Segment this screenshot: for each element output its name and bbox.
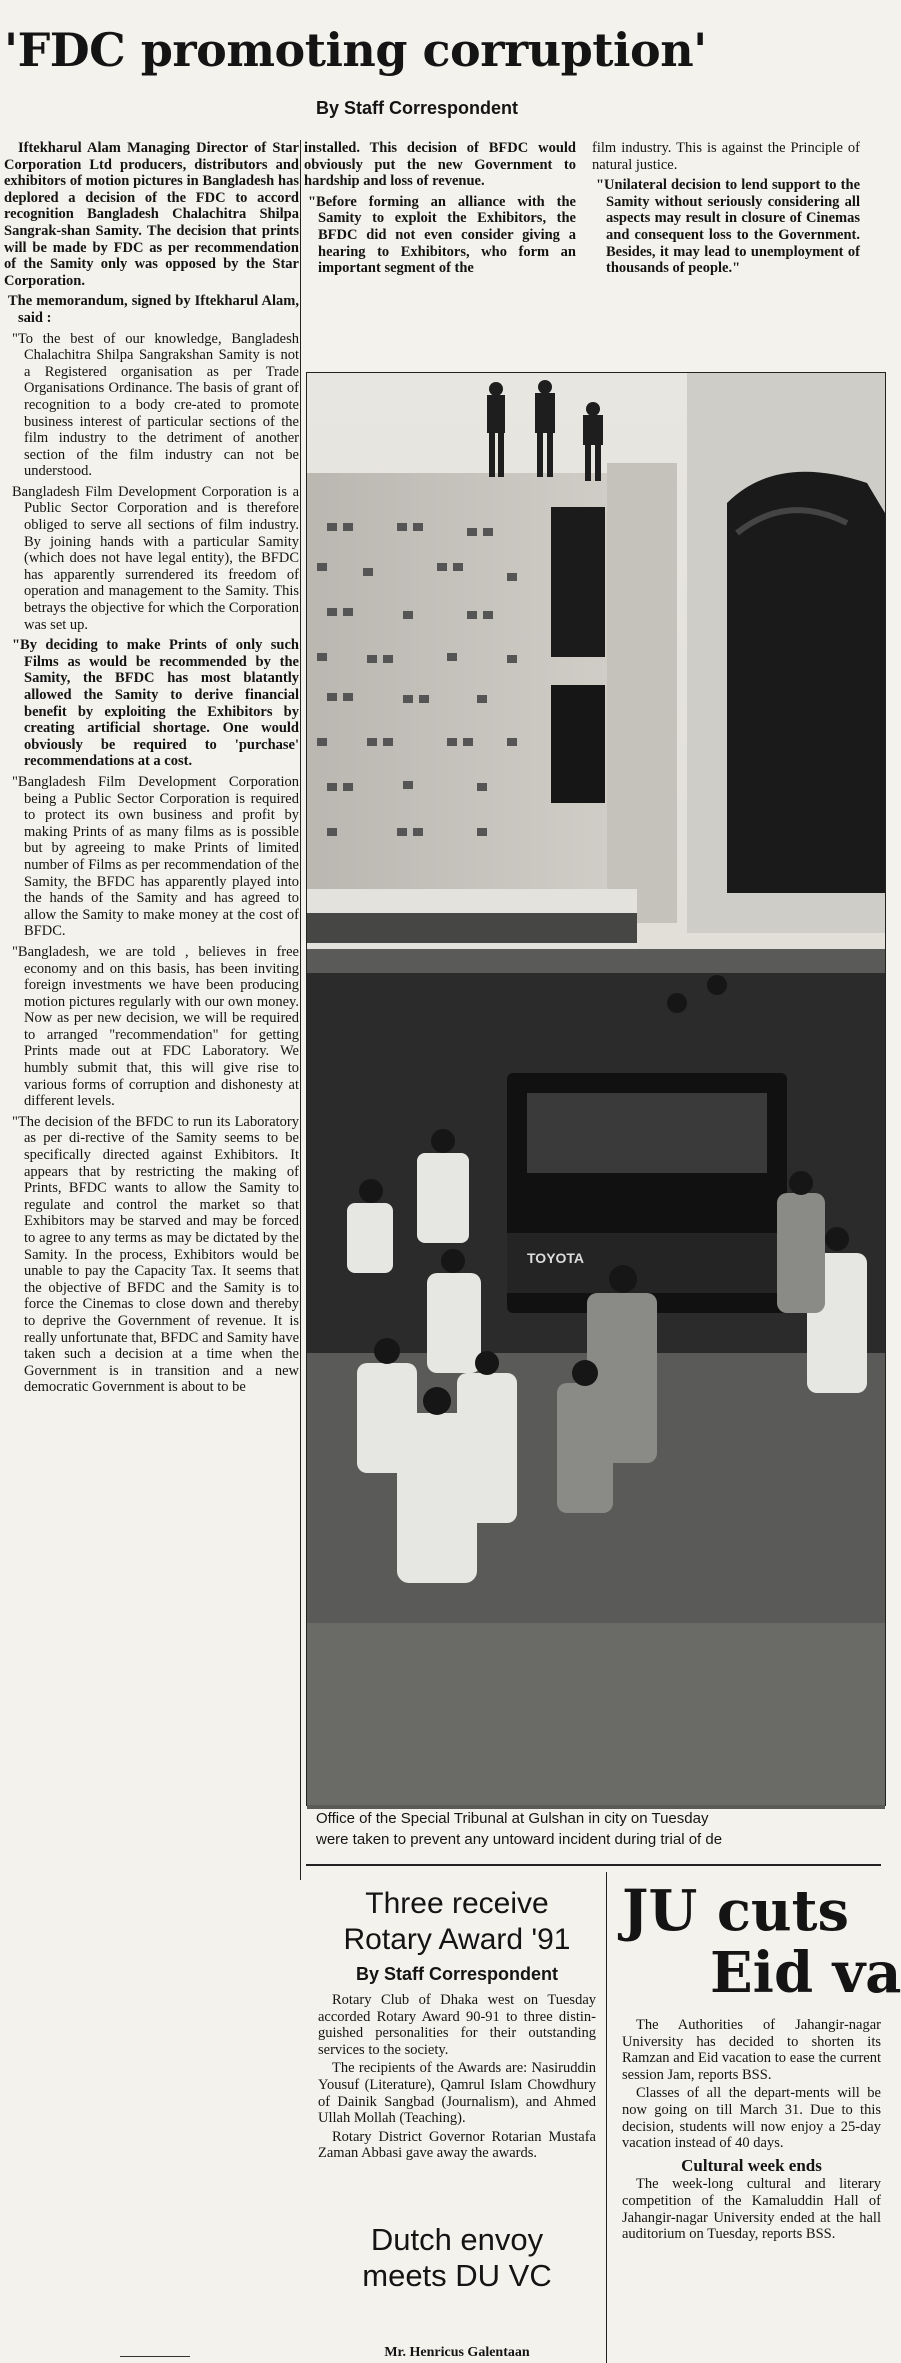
- rotary-paragraph-1: Rotary Club of Dhaka west on Tuesday accorded Rotary Award 90-91 to three distin-guished personalities for their outstanding services to the society.: [318, 1992, 596, 2058]
- quote-paragraph-4: "Bangladesh Film Development Corporation being a Public Sector Corporation is required to protect its own business and profit by making Prints of as many films as is possible but by agreeing to make Prints of limited number of Films as per recommendation of the Samity, the BFDC has apparently played into the hands of the Samity and has agreed to allow the Samity to make money at the cost of BFDC.: [12, 773, 299, 940]
- ju-headline-line-1: JU cuts: [622, 1878, 850, 1944]
- quote-paragraph-5: "Bangladesh, we are told , believes in free economy and on this basis, has been inviting foreign investments we have been producing motion pictures regularly with our own money. Now as per new decision, we will be required to arranged "recommendation" for getting Prints made out at FDC Laboratory. We humbly submit that, this will give rise to various forms of corruption and dishonesty at different levels.: [12, 943, 299, 1110]
- column-divider-2: [606, 1872, 607, 2363]
- col3-paragraph-1: film industry. This is against the Principle of natural justice.: [592, 140, 860, 173]
- tribunal-building-photo: [307, 373, 885, 1805]
- section-divider: [306, 1864, 881, 1866]
- dutch-envoy-lead: Mr. Henricus Galentaan: [384, 2345, 530, 2360]
- rotary-byline: By Staff Correspondent: [355, 1964, 559, 1984]
- ju-paragraph-1: The Authorities of Jahangir-nagar University has decided to shorten its Ramzan and Eid vacation to ease the current session Jam, reports BSS.: [622, 2017, 881, 2083]
- rotary-paragraph-3: Rotary District Governor Rotarian Mustafa Zaman Abbasi gave away the awards.: [318, 2128, 596, 2162]
- ju-paragraph-3: The week-long cultural and literary competition of the Kamaluddin Hall of Jahangir-nagar University ended at the hall auditorium on Tuesday, reports BSS.: [622, 2176, 881, 2243]
- rotary-headline-line-2: Rotary Award '91: [343, 1923, 571, 1956]
- ju-headline-line-2: Eid va: [710, 1940, 901, 2006]
- intro-paragraph: Iftekharul Alam Managing Director of Star Corporation Ltd producers, distributors and exhibitors of motion pictures in Bangladesh has deplored a decision of the FDC to accord recognition Bangladesh Chalachitra Shilpa Sangrak-shan Samity. The decision that prints will be made by FDC as per recommendation of the Samity only was opposed by the Star Corporation.: [4, 140, 299, 289]
- ju-headline: [622, 1878, 901, 2006]
- caption-line-1: Office of the Special Tribunal at Gulshan in city on Tuesday: [316, 1810, 709, 1827]
- ju-article-body: [622, 2017, 881, 2357]
- article-column-1: [4, 140, 299, 2355]
- quote-paragraph-2: Bangladesh Film Development Corporation is a Public Sector Corporation and is therefore obliged to serve all sections of film industry. By joining hands with a particular Samity (which does not have legal entity), the BFDC has apparently surrendered its freedom of operation and management to the Samity. This betrays the objective for which the Corporation was set up.: [12, 483, 299, 633]
- article-column-3: [592, 140, 860, 366]
- photo-caption: [316, 1808, 881, 1852]
- dutch-envoy-headline: [312, 2222, 602, 2294]
- dutch-headline-line-1: Dutch envoy: [370, 2222, 544, 2257]
- ju-paragraph-2: Classes of all the depart-ments will be now going on till March 31. Due to this decision, students will now enjoy a 25-day vacation instead of 40 days.: [622, 2085, 881, 2152]
- column-end-rule: [120, 2356, 190, 2357]
- vehicle-badge: TOYOTA: [527, 1250, 585, 1266]
- quote-paragraph-3: "By deciding to make Prints of only such Films as would be recommended by the Samity, the BFDC has most blatantly allowed the Samity to derive financial benefit by exploiting the Exhibitors by creating artificial shortage. One would obviously be required to 'purchase' recommendations at a cost.: [12, 637, 299, 770]
- memorandum-paragraph: The memorandum, signed by Iftekharul Alam, said :: [8, 293, 299, 326]
- col3-paragraph-2: "Unilateral decision to lend support to the Samity without seriously considering all aspects may result in closure of Cinemas and consequent loss to the Government. Besides, it may lead to unemployment of thousands of people.": [596, 177, 860, 277]
- column-divider-1: [300, 140, 301, 1880]
- rotary-paragraph-2: The recipients of the Awards are: Nasiruddin Yousuf (Literature), Qamrul Islam Chowdhury of Dainik Sangbad (Journalism), and Ahmed Ullah Mollah (Teaching).: [318, 2060, 596, 2127]
- article-column-2: [304, 140, 576, 366]
- byline: By Staff Correspondent: [316, 98, 519, 118]
- rotary-article-body: [318, 1992, 596, 2217]
- rotary-headline-line-1: Three receive: [365, 1887, 549, 1920]
- quote-paragraph-6: "The decision of the BFDC to run its Laboratory as per di-rective of the Samity seems to be specifically directed against Exhibitors. It appears that by restricting the making of Prints, BFDC wants to allow the Samity to regulate and control the market so that Exhibitors may be starved and may be forced to agree to any terms as may be dictated by the Samity. In the process, Exhibitors would be unable to pay the Capacity Tax. It seems that the objective of BFDC and the Samity is to force the Cinemas to close down and thereby to deprive the Government of revenue. It is really unfortunate that, BFDC and Samity have taken such a decision at a time when the Government is in transition and a new democratic Government is about to be: [12, 1113, 299, 1396]
- col2-paragraph-1: installed. This decision of BFDC would obviously put the new Government to hardship and loss of revenue.: [304, 140, 576, 190]
- dutch-headline-line-2: meets DU VC: [362, 2258, 552, 2293]
- caption-line-2: were taken to prevent any untoward incident during trial of de: [316, 1831, 723, 1848]
- news-photo: [306, 372, 886, 1806]
- cultural-week-subhead: Cultural week ends: [681, 2155, 822, 2175]
- page-headline: 'FDC promoting corruption': [4, 23, 707, 77]
- col2-paragraph-2: "Before forming an alliance with the Samity to exploit the Exhibitors, the BFDC did not even consider giving a hearing to Exhibitors, who form an important segment of the: [308, 193, 576, 277]
- rotary-award-headline: [312, 1886, 602, 1958]
- quote-paragraph-1: "To the best of our knowledge, Bangladesh Chalachitra Shilpa Sangrakshan Samity is not a Registered organisation as per Trade Organisations Ordinance. The basis of grant of recognition to a body cre-ated to promote business interest of particular sections of the film industry to the detriment of another section of the film industry can not be understood.: [12, 330, 299, 480]
